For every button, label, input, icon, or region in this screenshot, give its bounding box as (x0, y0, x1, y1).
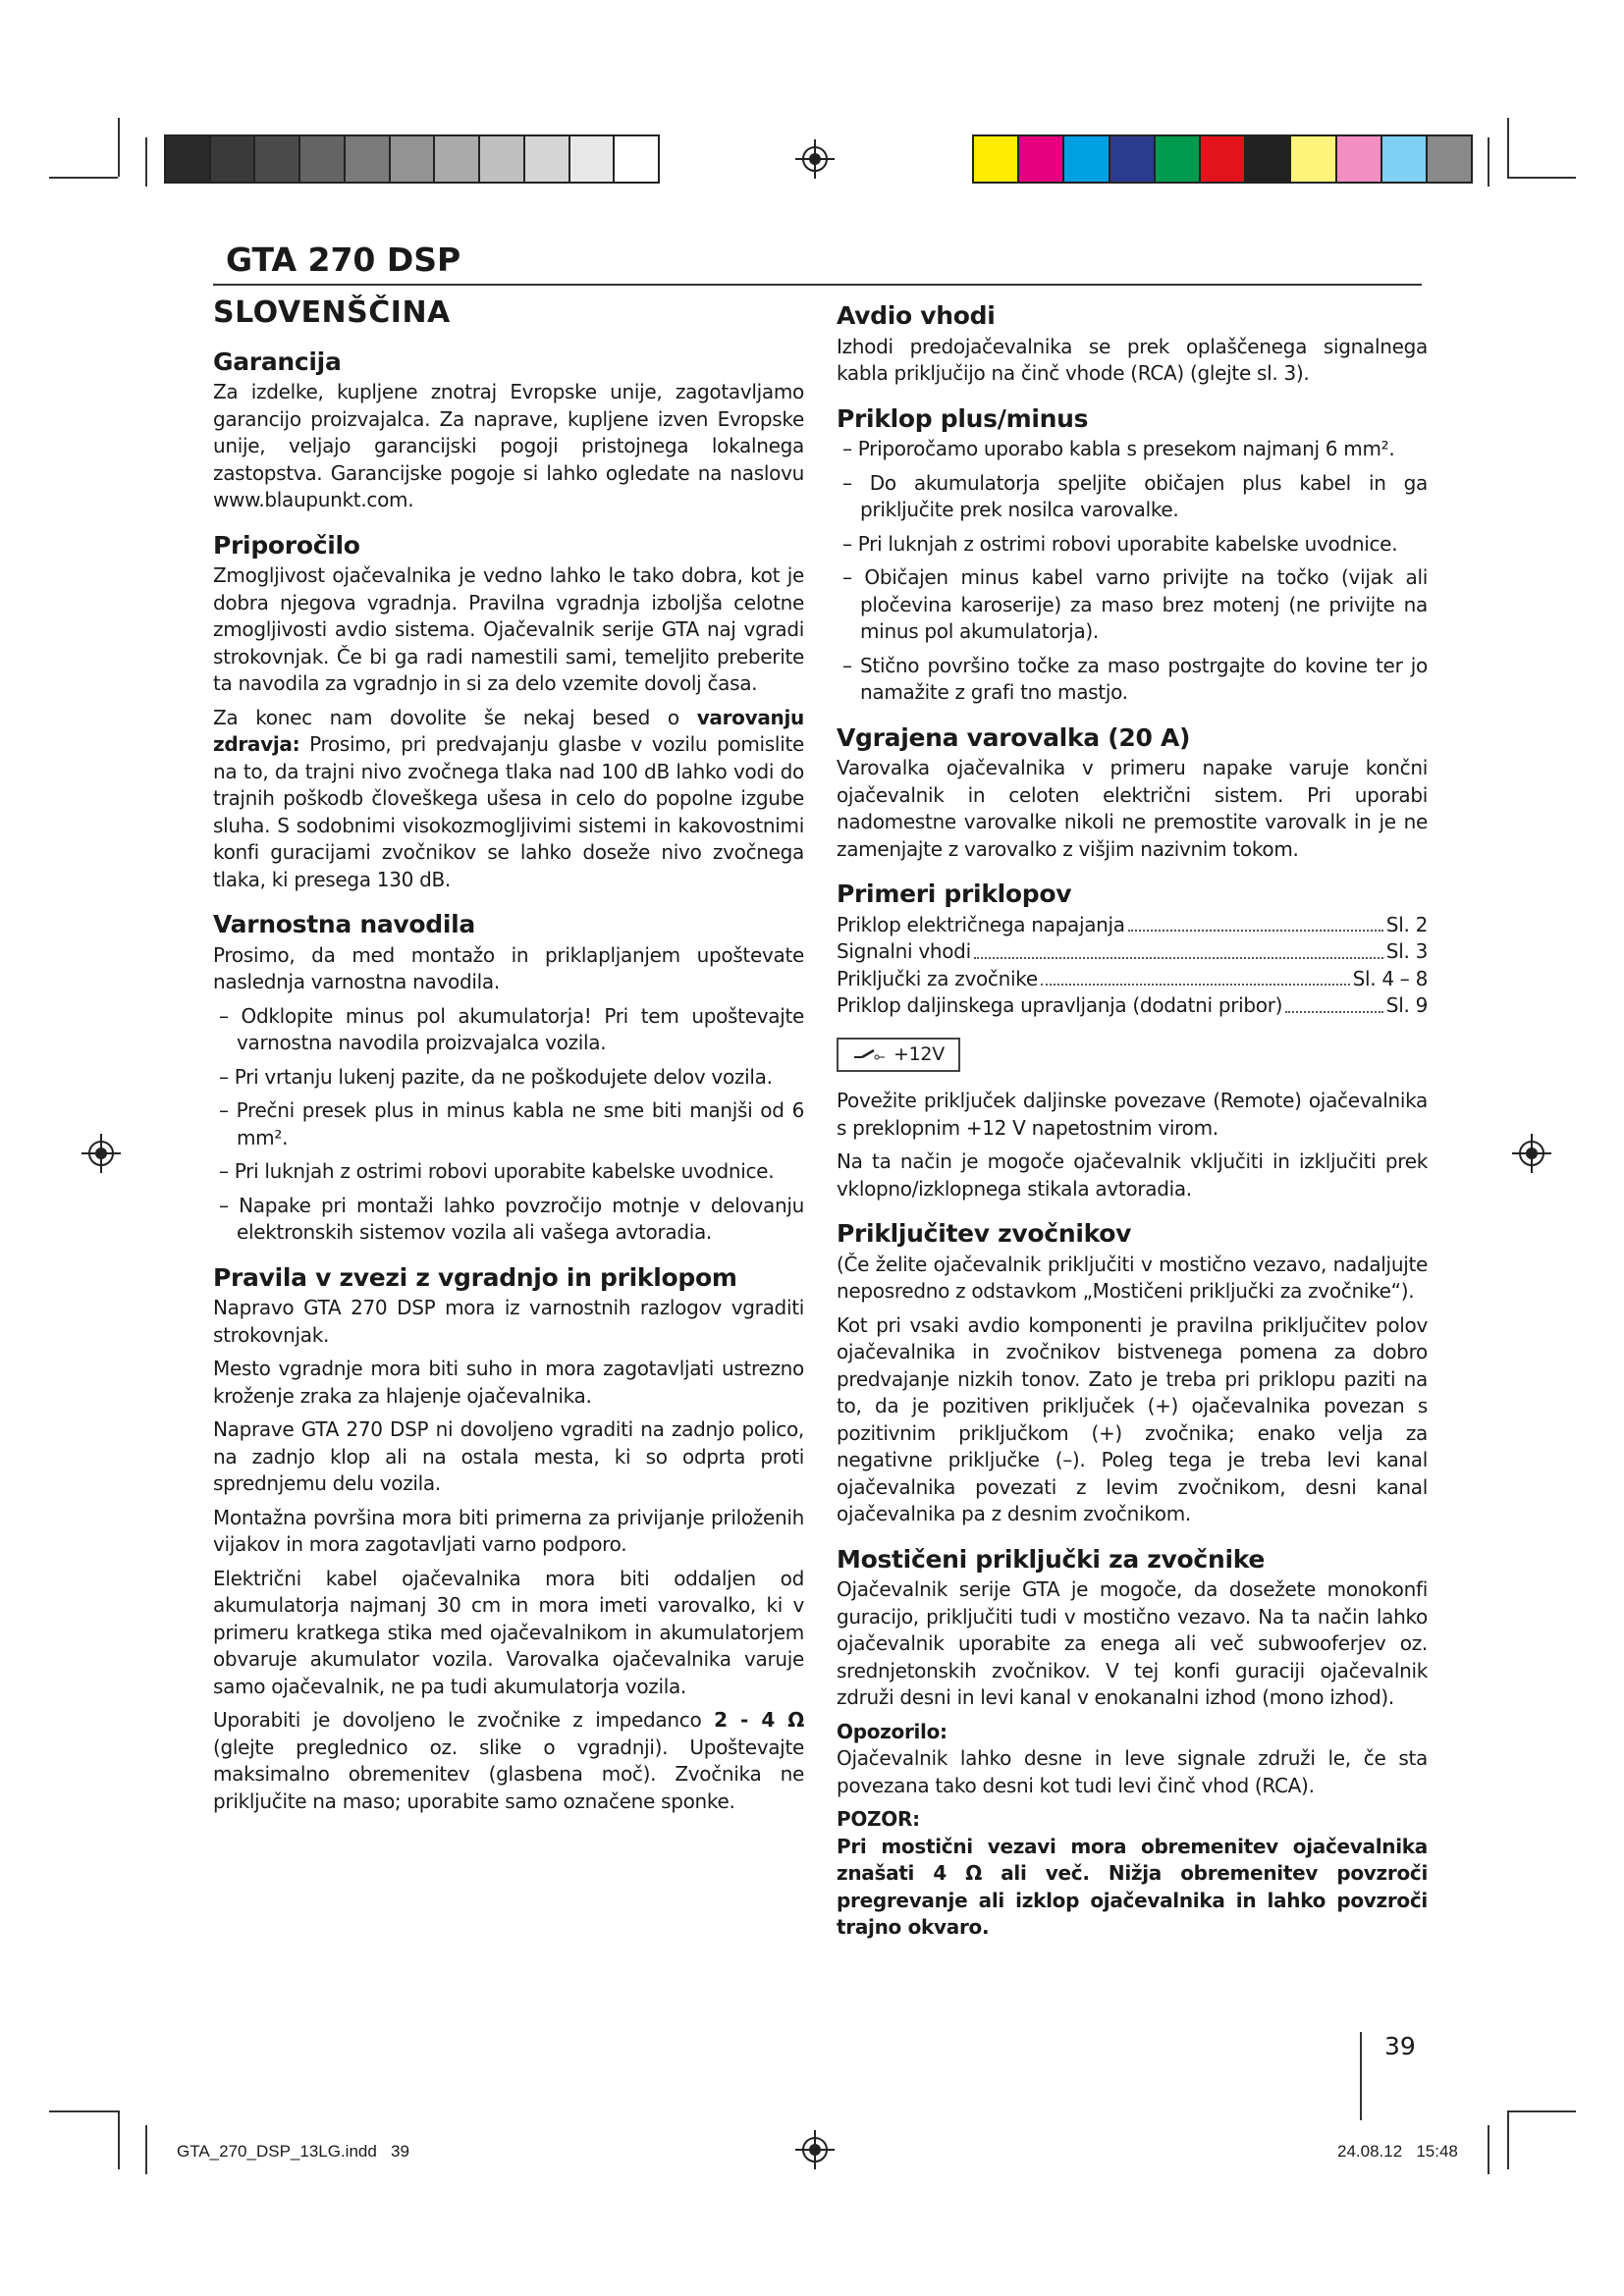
text: Za konec nam dovolite še nekaj besed o (213, 705, 697, 729)
caution-text: Pri mostični vezavi mora obremenitev ojačevalnika znašati 4 Ω ali več. Nižja obremenitev povzroči pregrevanje ali izklop ojačevalnika in lahko povzroči trajno okvaro. (837, 1834, 1428, 1939)
list-item: – Pri vrtanju lukenj pazite, da ne poškodujete delov vozila. (213, 1064, 804, 1092)
crop-mark (49, 177, 118, 179)
color-calibration-bar (972, 134, 1473, 184)
paragraph: Montažna površina mora biti primerna za privijanje priloženih vijakov in mora zagotavljati varno podporo. (213, 1505, 804, 1556)
color-swatch (346, 136, 391, 182)
caution-label: POZOR: (837, 1807, 920, 1831)
section-heading: Mostičeni priključki za zvočnike (837, 1544, 1266, 1574)
paragraph: Naprave GTA 270 DSP ni dovoljeno vgraditi na zadnjo polico, na zadnjo klop ali na ostala mesta, ki so odprta proti sprednjemu delu vozila. (213, 1417, 804, 1495)
paragraph: Zmogljivost ojačevalnika je vedno lahko le tako dobra, kot je dobra njegova vgradnja. Pravilna vgradnja izboljša celotne zmogljivosti avdio sistema. Ojačevalnik serije GTA naj vgradi strokovnjak. Če bi ga radi namestili sami, temeljito preberite ta navodila za vgradnjo in si za delo vzemite dovolj časa. (213, 563, 804, 695)
text: (glejte preglednico oz. slike o vgradnji). Upoštevajte maksimalno obremenitev (glasbena moč). Zvočnika ne priključite na maso; uporabite samo označene sponke. (213, 1735, 804, 1813)
color-swatch (1110, 136, 1156, 182)
index-row (837, 912, 1428, 939)
list-item: – Običajen minus kabel varno privijte na točko (vijak ali pločevina karoserije) za maso brez motenj (ne privijte na minus pol akumulatorja). (837, 564, 1428, 646)
header-rule (213, 284, 1422, 286)
section-heading: Avdio vhodi (837, 301, 996, 330)
remote-symbol-box (837, 1038, 960, 1073)
index-label: Priklop električnega napajanja (837, 912, 1125, 936)
index-ref: Sl. 4 – 8 (1352, 966, 1428, 990)
list-item: – Pri luknjah z ostrimi robovi uporabite kabelske uvodnice. (837, 531, 1428, 559)
section-heading: Priključitev zvočnikov (837, 1219, 1132, 1248)
registration-mark-icon (795, 139, 835, 179)
paragraph: Ojačevalnik lahko desne in leve signale združi le, če sta povezana tako desni kot tudi levi činč vhod (RCA). (837, 1746, 1428, 1797)
color-swatch (1428, 136, 1471, 182)
paragraph (213, 705, 804, 894)
index-ref: Sl. 3 (1385, 939, 1428, 963)
list-item: – Pri luknjah z ostrimi robovi uporabite kabelske uvodnice. (213, 1158, 804, 1186)
left-column (213, 295, 804, 1822)
date-slug: 24.08.12 15:48 (1337, 2142, 1458, 2161)
index-label: Signalni vhodi (837, 939, 971, 963)
page-number: 39 (1384, 2032, 1416, 2060)
crop-mark (145, 2125, 147, 2174)
registration-mark-icon (1512, 1134, 1551, 1173)
color-swatch (1201, 136, 1246, 182)
figure-index (837, 912, 1428, 1020)
language-heading: SLOVENŠČINA (213, 295, 451, 330)
crop-mark (1507, 118, 1509, 177)
list-item: – Odklopite minus pol akumulatorja! Pri tem upoštevajte varnostna navodila proizvajalca vozila. (213, 1003, 804, 1057)
crop-mark (145, 137, 147, 187)
paragraph: Ojačevalnik serije GTA je mogoče, da dosežete monokonfi guracijo, priključiti tudi v mostično vezavo. Na ta način lahko ojačevalnik uporabite za enega ali več subwooferjev oz. srednjetonskih zvočnikov. V tej konfi guraciji ojačevalnik združi desni in levi kanal v enokanalni izhod (mono izhod). (837, 1577, 1428, 1709)
warning-label: Opozorilo: (837, 1719, 947, 1743)
color-swatch (1382, 136, 1428, 182)
section-heading: Priklop plus/minus (837, 403, 1089, 433)
index-label: Priklop daljinskega upravljanja (dodatni pribor) (837, 993, 1283, 1017)
crop-mark (1488, 137, 1489, 187)
section-heading: Varnostna navodila (213, 910, 476, 938)
index-row (837, 966, 1428, 993)
index-row (837, 938, 1428, 966)
index-row (837, 992, 1428, 1020)
color-swatch (300, 136, 346, 182)
color-swatch (615, 136, 658, 182)
page-number-rule (1360, 2032, 1362, 2120)
list-item: – Napake pri montaži lahko povzročijo motnje v delovanju elektronskih sistemov vozila ali vašega avtoradia. (213, 1193, 804, 1247)
list-item: – Prečni presek plus in minus kabla ne sme biti manjši od 6 mm². (213, 1097, 804, 1151)
text: Prosimo, pri predvajanju glasbe v vozilu pomislite na to, da trajni nivo zvočnega tlaka nad 100 dB lahko vodi do trajnih poškodb človeškega ušesa in celo do popolne izgube sluha. S sodobnimi visokozmogljivimi sistemi in kakovostnimi konfi guracijami zvočnikov se lahko doseže nivo zvočnega tlaka, ki presega 130 dB. (213, 732, 804, 891)
section-heading: Garancija (213, 347, 342, 376)
crop-mark (118, 118, 120, 177)
list-item: – Stično površino točke za maso postrgajte do kovine ter jo namažite z grafi tno mastjo. (837, 653, 1428, 707)
crop-mark (49, 2110, 118, 2112)
color-swatch (1337, 136, 1382, 182)
color-swatch (974, 136, 1019, 182)
color-swatch (480, 136, 525, 182)
switch-icon (852, 1047, 886, 1061)
color-swatch (1156, 136, 1201, 182)
plus-minus-list (837, 436, 1428, 707)
paragraph: Varovalka ojačevalnika v primeru napake varuje končni ojačevalnik in celoten električni sistem. Pri uporabi nadomestne varovalke nikoli ne premostite varovalk in je ne zamenjajte z varovalko z višjim nazivnim tokom. (837, 756, 1428, 861)
text: Uporabiti je dovoljeno le zvočnike z impedanco (213, 1708, 715, 1732)
section-heading: Vgrajena varovalka (20 A) (837, 722, 1191, 752)
index-ref: Sl. 9 (1385, 993, 1428, 1017)
registration-mark-icon (795, 2130, 835, 2169)
list-item: – Do akumulatorja speljite običajen plus kabel in ga priključite prek nosilca varovalke. (837, 470, 1428, 524)
remote-label: +12V (893, 1042, 945, 1065)
bold-text: 2 - 4 Ω (714, 1708, 804, 1732)
section-heading: Pravila v zvezi z vgradnjo in priklopom (213, 1262, 737, 1292)
crop-mark (1507, 177, 1576, 179)
registration-mark-icon (81, 1134, 121, 1173)
color-swatch (525, 136, 570, 182)
right-column (837, 294, 1428, 1949)
color-swatch (391, 136, 436, 182)
paragraph: Povežite priključek daljinske povezave (Remote) ojačevalnika s preklopnim +12 V napetostnim virom. (837, 1089, 1428, 1140)
index-ref: Sl. 2 (1385, 912, 1428, 936)
crop-mark (118, 2110, 120, 2169)
paragraph: Električni kabel ojačevalnika mora biti oddaljen od akumulatorja najmanj 30 cm in mora imeti varovalko, ki v primeru kratkega stika med ojačevalnikom in akumulatorjem obvaruje akumulator vozila. Varovalka ojačevalnika varuje samo ojačevalnik, ne pa tudi akumulatorja vozila. (213, 1566, 804, 1698)
index-label: Priključki za zvočnike (837, 966, 1038, 990)
list-item: – Priporočamo uporabo kabla s presekom najmanj 6 mm². (837, 436, 1428, 463)
crop-mark (1507, 2110, 1509, 2169)
color-swatch (255, 136, 300, 182)
color-swatch (1064, 136, 1110, 182)
safety-list (213, 1003, 804, 1247)
paragraph: Mesto vgradnje mora biti suho in mora zagotavljati ustrezno kroženje zraka za hlajenje ojačevalnika. (213, 1357, 804, 1408)
crop-mark (1488, 2125, 1489, 2174)
bold-text: varovanju zdravja: (213, 705, 804, 756)
paragraph: Na ta način je mogoče ojačevalnik vključiti in izključiti prek vklopno/izklopnega stikala avtoradia. (837, 1149, 1428, 1201)
section-heading: Primeri priklopov (837, 880, 1072, 908)
color-swatch (435, 136, 480, 182)
file-slug: GTA_270_DSP_13LG.indd 39 (177, 2142, 409, 2161)
color-swatch (1019, 136, 1064, 182)
paragraph: Prosimo, da med montažo in priklapljanjem upoštevate naslednja varnostna navodila. (213, 942, 804, 993)
crop-mark (1507, 2110, 1576, 2112)
paragraph: Napravo GTA 270 DSP mora iz varnostnih razlogov vgraditi strokovnjak. (213, 1296, 804, 1347)
paragraph: Izhodi predojačevalnika se prek oplaščenega signalnega kabla priključijo na činč vhode (RCA) (glejte sl. 3). (837, 334, 1428, 385)
paragraph: Za izdelke, kupljene znotraj Evropske unije, zagotavljamo garancijo proizvajalca. Za naprave, kupljene izven Evropske unije, veljajo garancijski pogoji pristojnega lokalnega zastopstva. Garancijske pogoje si lahko ogledate na naslovu www.blaupunkt.com. (213, 380, 804, 511)
color-swatch (570, 136, 616, 182)
paragraph: Kot pri vsaki avdio komponenti je pravilna priključitev polov ojačevalnika in zvočnikov bistvenega pomena za dobro predvajanje nizkih tonov. Zato je treba pri priklopu paziti na to, da je pozitiven priključek (+) ojačevalnika povezan s pozitivnim priključkom (+) zvočnika; enako velja za negativne priključke (–). Poleg tega je treba levi kanal ojačevalnika povezati z levim zvočnikom, desni kanal ojačevalnika pa z desnim zvočnikom. (837, 1312, 1428, 1525)
document-title: GTA 270 DSP (226, 240, 461, 279)
color-swatch (1246, 136, 1291, 182)
section-heading: Priporočilo (213, 530, 360, 560)
paragraph (213, 1707, 804, 1815)
color-swatch (1291, 136, 1336, 182)
grayscale-calibration-bar (164, 134, 660, 184)
color-swatch (211, 136, 256, 182)
paragraph: (Če želite ojačevalnik priključiti v mostično vezavo, nadaljujte neposredno z odstavkom „Mostičeni priključki za zvočnike“). (837, 1252, 1428, 1303)
color-swatch (166, 136, 211, 182)
